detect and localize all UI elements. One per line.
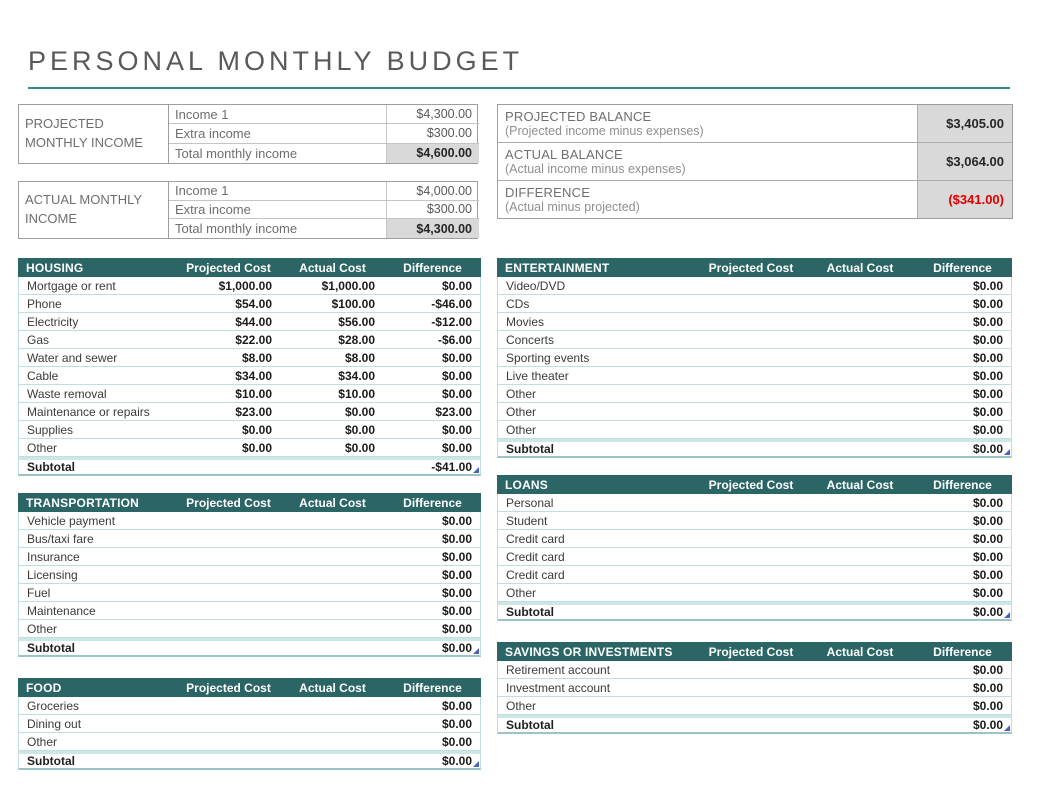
expense-item-label[interactable]: Other: [27, 621, 58, 636]
cell-difference[interactable]: $0.00: [441, 422, 472, 437]
cell-actual-cost[interactable]: $0.00: [344, 404, 375, 419]
cell-actual-cost[interactable]: $100.00: [331, 296, 375, 311]
table-row: [18, 620, 481, 638]
expense-table-transportation: [18, 493, 481, 657]
subtotal-row: [18, 751, 481, 770]
subtotal-difference[interactable]: $0.00: [383, 641, 480, 655]
expense-item-label[interactable]: Vehicle payment: [27, 513, 116, 528]
cell-difference[interactable]: $0.00: [972, 296, 1003, 311]
table-row: [497, 277, 1012, 295]
balance-label-cell: [498, 143, 917, 180]
cell-difference[interactable]: $0.00: [441, 368, 472, 383]
table-row: [18, 367, 481, 385]
table-title: LOANS: [505, 477, 548, 492]
cell-projected-cost[interactable]: $22.00: [235, 332, 272, 347]
table-row: [497, 349, 1012, 367]
table-row: [18, 331, 481, 349]
income-total-value[interactable]: $4,600.00: [386, 144, 479, 163]
expense-item-label[interactable]: Dining out: [27, 716, 82, 731]
balance-label-cell: [498, 105, 917, 142]
subtotal-row: [497, 439, 1012, 458]
table-row: [18, 439, 481, 457]
column-header-projected: Projected Cost: [708, 477, 794, 492]
expense-item-label[interactable]: Sporting events: [506, 350, 590, 365]
cell-projected-cost[interactable]: $34.00: [235, 368, 272, 383]
cell-projected-cost[interactable]: $1,000.00: [218, 278, 272, 293]
cell-actual-cost[interactable]: $0.00: [344, 422, 375, 437]
cell-difference[interactable]: $0.00: [441, 567, 472, 582]
table-row: [497, 697, 1012, 715]
cell-difference[interactable]: $0.00: [441, 716, 472, 731]
column-header-difference: Difference: [403, 495, 462, 510]
expense-table-housing: [18, 258, 481, 476]
column-header-difference: Difference: [403, 680, 462, 695]
actual-income-table: [18, 181, 478, 239]
table-row: [497, 295, 1012, 313]
expense-item-label[interactable]: Water and sewer: [27, 350, 118, 365]
table-row: [18, 733, 481, 751]
cell-actual-cost[interactable]: $34.00: [338, 368, 375, 383]
table-row: [18, 697, 481, 715]
subtotal-difference[interactable]: $0.00: [912, 718, 1011, 732]
expense-item-label[interactable]: Personal: [506, 495, 554, 510]
table-row: [497, 566, 1012, 584]
table-row: [497, 331, 1012, 349]
expense-item-label[interactable]: Licensing: [27, 567, 78, 582]
cell-difference[interactable]: $0.00: [972, 531, 1003, 546]
income-total-label[interactable]: Total monthly income: [175, 145, 298, 161]
table-row: [497, 584, 1012, 602]
column-header-actual: Actual Cost: [299, 680, 366, 695]
expense-item-label[interactable]: Credit card: [506, 567, 565, 582]
subtotal-label: Subtotal: [506, 718, 554, 732]
cell-projected-cost[interactable]: $54.00: [235, 296, 272, 311]
cell-difference[interactable]: $0.00: [972, 386, 1003, 401]
table-row: [497, 367, 1012, 385]
expense-table-loans: [497, 475, 1012, 621]
income-total-value[interactable]: $4,300.00: [386, 219, 479, 238]
cell-difference[interactable]: $0.00: [972, 585, 1003, 600]
income-total-label[interactable]: Total monthly income: [175, 221, 298, 237]
table-title: SAVINGS OR INVESTMENTS: [505, 644, 673, 659]
table-header-row: [497, 258, 1012, 277]
cell-difference[interactable]: $0.00: [441, 698, 472, 713]
subtotal-label: Subtotal: [506, 605, 554, 619]
balance-subtitle: (Projected income minus expenses): [505, 124, 704, 138]
subtotal-row: [497, 715, 1012, 734]
expense-item-label[interactable]: Investment account: [506, 680, 611, 695]
subtotal-difference[interactable]: $0.00: [912, 442, 1011, 456]
cell-difference[interactable]: $0.00: [972, 567, 1003, 582]
subtotal-label: Subtotal: [27, 754, 75, 768]
cell-difference[interactable]: -$12.00: [431, 314, 472, 329]
cell-projected-cost[interactable]: $44.00: [235, 314, 272, 329]
income-item-label[interactable]: Extra income: [169, 124, 386, 143]
cell-difference[interactable]: $0.00: [441, 278, 472, 293]
cell-difference[interactable]: $0.00: [972, 513, 1003, 528]
expense-item-label[interactable]: Movies: [506, 314, 545, 329]
cell-difference[interactable]: $0.00: [441, 513, 472, 528]
income-item-value[interactable]: $4,300.00: [386, 105, 479, 124]
expense-item-label[interactable]: Video/DVD: [506, 278, 566, 293]
subtotal-difference[interactable]: -$41.00: [383, 460, 480, 474]
table-row: [497, 494, 1012, 512]
cell-difference[interactable]: $0.00: [972, 662, 1003, 677]
table-row: [497, 385, 1012, 403]
cell-projected-cost[interactable]: $10.00: [235, 386, 272, 401]
table-title: ENTERTAINMENT: [505, 260, 610, 275]
table-row: [497, 403, 1012, 421]
subtotal-label: Subtotal: [27, 460, 75, 474]
expense-item-label[interactable]: Mortgage or rent: [27, 278, 116, 293]
expense-item-label[interactable]: Supplies: [27, 422, 74, 437]
cell-actual-cost[interactable]: $10.00: [338, 386, 375, 401]
expense-item-label[interactable]: Other: [506, 698, 537, 713]
table-row: [497, 661, 1012, 679]
cell-difference[interactable]: $0.00: [972, 698, 1003, 713]
table-row: [18, 566, 481, 584]
subtotal-difference[interactable]: $0.00: [383, 754, 480, 768]
column-header-projected: Projected Cost: [708, 260, 794, 275]
cell-difference[interactable]: $0.00: [972, 350, 1003, 365]
column-header-actual: Actual Cost: [826, 260, 894, 275]
balance-summary-table: [497, 104, 1013, 219]
income-group-label: PROJECTED MONTHLY INCOME: [19, 105, 169, 163]
expense-item-label[interactable]: Maintenance: [27, 603, 96, 618]
expense-item-label[interactable]: Other: [506, 585, 537, 600]
table-header-row: [18, 258, 481, 277]
table-header-row: [18, 493, 481, 512]
table-title: HOUSING: [26, 260, 84, 275]
column-header-projected: Projected Cost: [708, 644, 794, 659]
column-header-actual: Actual Cost: [826, 477, 894, 492]
cell-difference[interactable]: $0.00: [441, 585, 472, 600]
column-header-difference: Difference: [403, 260, 462, 275]
expense-item-label[interactable]: Electricity: [27, 314, 79, 329]
column-header-difference: Difference: [933, 260, 992, 275]
expense-item-label[interactable]: Bus/taxi fare: [27, 531, 94, 546]
table-row: [497, 421, 1012, 439]
cell-difference[interactable]: $23.00: [435, 404, 472, 419]
table-row: [18, 403, 481, 421]
cell-difference[interactable]: $0.00: [972, 314, 1003, 329]
table-row: [18, 512, 481, 530]
cell-difference[interactable]: $0.00: [441, 549, 472, 564]
balance-title: PROJECTED BALANCE: [505, 109, 652, 124]
subtotal-label: Subtotal: [506, 442, 554, 456]
table-row: [18, 421, 481, 439]
table-row: [18, 349, 481, 367]
column-header-difference: Difference: [933, 644, 992, 659]
balance-title: ACTUAL BALANCE: [505, 147, 623, 162]
cell-difference[interactable]: $0.00: [972, 368, 1003, 383]
table-row: [497, 548, 1012, 566]
expense-item-label[interactable]: Retirement account: [506, 662, 611, 677]
income-item-label[interactable]: Extra income: [169, 201, 386, 220]
cell-difference[interactable]: $0.00: [441, 350, 472, 365]
column-header-difference: Difference: [933, 477, 992, 492]
expense-item-label[interactable]: Other: [27, 440, 58, 455]
table-row: [497, 530, 1012, 548]
cell-difference[interactable]: $0.00: [441, 734, 472, 749]
balance-title: DIFFERENCE: [505, 185, 591, 200]
column-header-projected: Projected Cost: [186, 260, 271, 275]
income-group-label: ACTUAL MONTHLY INCOME: [19, 182, 169, 238]
cell-actual-cost[interactable]: $1,000.00: [321, 278, 375, 293]
expense-item-label[interactable]: Student: [506, 513, 548, 528]
expense-item-label[interactable]: Credit card: [506, 531, 565, 546]
expense-item-label[interactable]: Waste removal: [27, 386, 107, 401]
title-underline: [28, 87, 1010, 89]
column-header-actual: Actual Cost: [826, 644, 894, 659]
cell-difference[interactable]: $0.00: [972, 278, 1003, 293]
subtotal-row: [497, 602, 1012, 621]
column-header-actual: Actual Cost: [299, 260, 366, 275]
table-row: [18, 548, 481, 566]
cell-projected-cost[interactable]: $8.00: [241, 350, 272, 365]
cell-difference[interactable]: $0.00: [972, 332, 1003, 347]
cell-actual-cost[interactable]: $0.00: [344, 440, 375, 455]
table-row: [18, 715, 481, 733]
cell-projected-cost[interactable]: $23.00: [235, 404, 272, 419]
expense-table-savings: [497, 642, 1012, 734]
cell-projected-cost[interactable]: $0.00: [241, 440, 272, 455]
column-header-projected: Projected Cost: [186, 495, 271, 510]
cell-difference[interactable]: $0.00: [441, 621, 472, 636]
expense-item-label[interactable]: Other: [506, 386, 537, 401]
column-header-projected: Projected Cost: [186, 680, 271, 695]
cell-projected-cost[interactable]: $0.00: [241, 422, 272, 437]
expense-item-label[interactable]: Cable: [27, 368, 59, 383]
table-header-row: [18, 678, 481, 697]
table-row: [18, 602, 481, 620]
balance-subtitle: (Actual income minus expenses): [505, 162, 686, 176]
cell-difference[interactable]: -$6.00: [437, 332, 472, 347]
cell-difference[interactable]: $0.00: [972, 495, 1003, 510]
subtotal-difference[interactable]: $0.00: [912, 605, 1011, 619]
subtotal-row: [18, 638, 481, 657]
income-item-label[interactable]: Income 1: [169, 182, 386, 201]
expense-item-label[interactable]: Fuel: [27, 585, 51, 600]
expense-item-label[interactable]: Other: [506, 404, 537, 419]
projected-income-table: [18, 104, 478, 164]
expense-item-label[interactable]: Gas: [27, 332, 50, 347]
balance-value[interactable]: $3,405.00: [917, 105, 1012, 142]
balance-row: [498, 143, 1012, 181]
expense-item-label[interactable]: Groceries: [27, 698, 80, 713]
table-row: [18, 295, 481, 313]
balance-row: [498, 181, 1012, 218]
subtotal-row: [18, 457, 481, 476]
cell-difference[interactable]: $0.00: [972, 680, 1003, 695]
expense-table-entertainment: [497, 258, 1012, 458]
cell-actual-cost[interactable]: $56.00: [338, 314, 375, 329]
expense-item-label[interactable]: CDs: [506, 296, 530, 311]
expense-item-label[interactable]: Concerts: [506, 332, 555, 347]
cell-difference[interactable]: $0.00: [441, 386, 472, 401]
income-item-value[interactable]: $4,000.00: [386, 182, 479, 201]
balance-value[interactable]: $3,064.00: [917, 143, 1012, 180]
cell-actual-cost[interactable]: $8.00: [344, 350, 375, 365]
table-title: TRANSPORTATION: [26, 495, 140, 510]
expense-table-food: [18, 678, 481, 770]
table-row: [18, 584, 481, 602]
table-title: FOOD: [26, 680, 62, 695]
income-item-value[interactable]: $300.00: [386, 201, 479, 220]
income-item-value[interactable]: $300.00: [386, 124, 479, 143]
table-row: [18, 277, 481, 295]
cell-difference[interactable]: $0.00: [441, 603, 472, 618]
balance-value[interactable]: ($341.00): [917, 181, 1012, 218]
subtotal-label: Subtotal: [27, 641, 75, 655]
cell-difference[interactable]: -$46.00: [431, 296, 472, 311]
page-title: PERSONAL MONTHLY BUDGET: [28, 46, 524, 76]
expense-item-label[interactable]: Live theater: [506, 368, 569, 383]
table-row: [18, 530, 481, 548]
balance-label-cell: [498, 181, 917, 218]
income-item-label[interactable]: Income 1: [169, 105, 386, 124]
cell-difference[interactable]: $0.00: [441, 440, 472, 455]
table-row: [497, 313, 1012, 331]
table-row: [497, 679, 1012, 697]
table-row: [18, 313, 481, 331]
cell-difference[interactable]: $0.00: [972, 422, 1003, 437]
table-row: [497, 512, 1012, 530]
expense-item-label[interactable]: Phone: [27, 296, 62, 311]
expense-item-label[interactable]: Credit card: [506, 549, 565, 564]
expense-item-label[interactable]: Other: [27, 734, 58, 749]
cell-difference[interactable]: $0.00: [441, 531, 472, 546]
balance-subtitle: (Actual minus projected): [505, 200, 640, 214]
expense-item-label[interactable]: Insurance: [27, 549, 80, 564]
balance-row: [498, 105, 1012, 143]
cell-difference[interactable]: $0.00: [972, 404, 1003, 419]
table-header-row: [497, 475, 1012, 494]
cell-actual-cost[interactable]: $28.00: [338, 332, 375, 347]
expense-item-label[interactable]: Other: [506, 422, 537, 437]
table-row: [18, 385, 481, 403]
expense-item-label[interactable]: Maintenance or repairs: [27, 404, 150, 419]
column-header-actual: Actual Cost: [299, 495, 366, 510]
table-header-row: [497, 642, 1012, 661]
cell-difference[interactable]: $0.00: [972, 549, 1003, 564]
